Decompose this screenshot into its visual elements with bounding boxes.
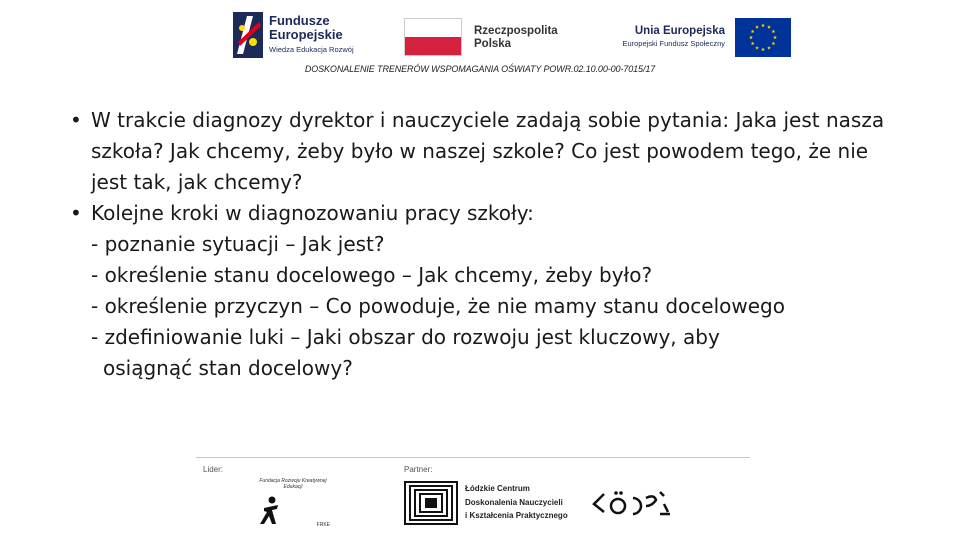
partner-name: Łódzkie Centrum Doskonalenia Nauczycieli i Kształcenia Praktycznego [465,484,568,520]
step-item: - poznanie sytuacji – Jak jest? [91,232,385,256]
partner-label: Partner: [404,465,433,474]
bullet-item [70,198,910,229]
partner-glyph-logo-icon [590,490,674,518]
footer-divider [196,457,750,458]
lider-logo [256,478,330,528]
bullet-marker: • [70,201,82,225]
ue-logo-text: Unia Europejska Europejski Fundusz Społeczny [622,25,725,48]
unia-europejska-logo [601,18,791,58]
step-item: - określenie przyczyn – Co powoduje, że nie mamy stanu docelowego [91,294,785,318]
step-item: - określenie stanu docelowego – Jak chcemy, żeby było? [91,263,653,287]
running-figure-icon [260,496,282,526]
project-identifier: DOSKONALENIE TRENERÓW WSPOMAGANIA OŚWIATY POWR.02.10.00-00-7015/17 [304,64,656,74]
lider-logo-mark: FRKE [316,522,330,528]
bullet-text: Kolejne kroki w diagnozowaniu pracy szkoły: [91,201,534,225]
bullet-item [70,105,910,198]
fundusze-europejskie-mark-icon [233,12,263,58]
step-item-continuation: osiągnąć stan docelowy? [103,356,353,380]
lcdnikp-square-logo-icon [404,481,458,525]
bullet-text: W trakcie diagnozy dyrektor i nauczyciele zadają sobie pytania: Jaka jest nasza szkoła? Jak chcemy, żeby było w naszej szkole? Co jest powodem tego, że nie jest tak, jak chcemy? [91,108,885,194]
lider-logo-text: Fundacja Rozwoju Kreatywnej Edukacji [259,478,327,490]
step-item: - zdefiniowanie luki – Jaki obszar do rozwoju jest kluczowy, aby [91,325,720,349]
fe-logo-subtitle: Wiedza Edukacja Rozwój [269,45,354,54]
bullet-marker: • [70,108,82,132]
fe-logo-title: Fundusze Europejskie [269,13,343,42]
rzeczpospolita-polska-logo [404,18,584,58]
rp-logo-title: Rzeczpospolita Polska [474,25,558,50]
polish-flag-icon [404,18,462,56]
slide-content [70,105,910,384]
lider-label: Lider: [203,465,224,474]
eu-flag-icon [735,18,791,57]
fundusze-europejskie-logo [233,12,373,58]
